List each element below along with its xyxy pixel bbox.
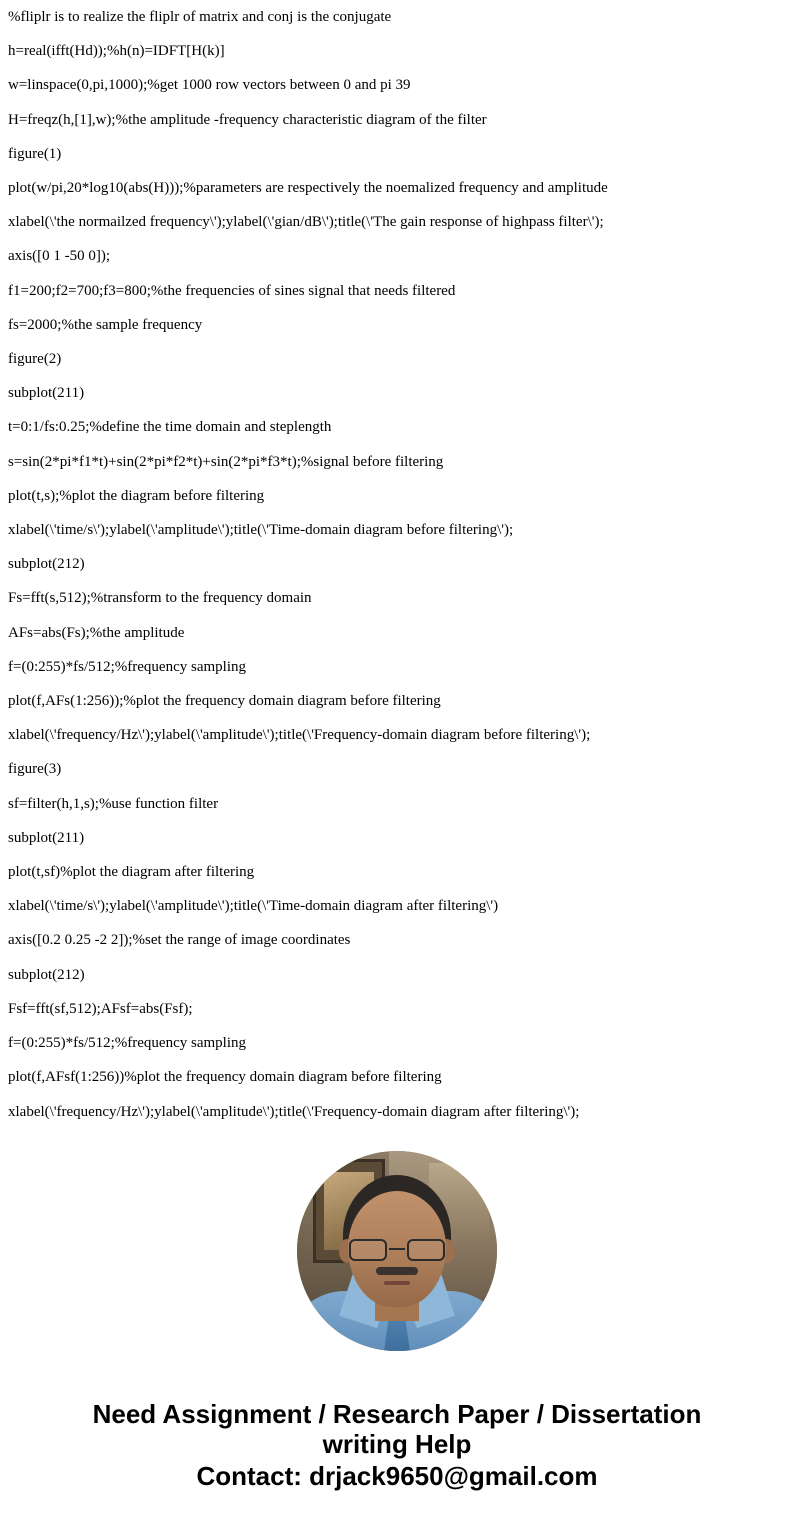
code-line: sf=filter(h,1,s);%use function filter	[8, 795, 219, 812]
code-line: xlabel(\'frequency/Hz\');ylabel(\'amplitude\');title(\'Frequency-domain diagram after filtering\');	[8, 1103, 580, 1120]
code-line: xlabel(\'time/s\');ylabel(\'amplitude\');title(\'Time-domain diagram before filtering\');	[8, 522, 514, 539]
code-line: figure(1)	[8, 145, 62, 162]
code-line: Fs=fft(s,512);%transform to the frequency domain	[8, 590, 312, 607]
code-line: fs=2000;%the sample frequency	[8, 316, 203, 333]
lens-right	[407, 1239, 445, 1261]
cta-line-2: writing Help	[322, 1428, 472, 1459]
code-line: f=(0:255)*fs/512;%frequency sampling	[8, 1035, 246, 1052]
cta-heading	[8, 1399, 786, 1459]
contact-line: Contact: drjack9650@gmail.com	[196, 1460, 598, 1491]
code-line: f1=200;f2=700;f3=800;%the frequencies of sines signal that needs filtered	[8, 282, 456, 299]
code-line: figure(3)	[8, 761, 62, 778]
code-line: s=sin(2*pi*f1*t)+sin(2*pi*f2*t)+sin(2*pi*f3*t);%signal before filtering	[8, 453, 444, 470]
code-line: plot(w/pi,20*log10(abs(H)));%parameters are respectively the noemalized frequency and amplitude	[8, 180, 608, 197]
code-line: %fliplr is to realize the fliplr of matrix and conj is the conjugate	[8, 9, 392, 25]
code-line: xlabel(\'time/s\');ylabel(\'amplitude\');title(\'Time-domain diagram after filtering\')	[8, 898, 499, 915]
code-line: f=(0:255)*fs/512;%frequency sampling	[8, 658, 246, 675]
cta-line-1: Need Assignment / Research Paper / Dissertation	[92, 1398, 702, 1429]
code-line: subplot(212)	[8, 556, 85, 573]
code-line: subplot(212)	[8, 966, 85, 983]
glasses-icon	[345, 1239, 449, 1261]
code-line: figure(2)	[8, 351, 62, 368]
mustache	[376, 1267, 418, 1275]
code-listing	[8, 0, 786, 1129]
code-line: Fsf=fft(sf,512);AFsf=abs(Fsf);	[8, 1000, 193, 1017]
code-line: plot(f,AFsf(1:256))%plot the frequency domain diagram before filtering	[8, 1069, 442, 1086]
code-line: plot(f,AFs(1:256));%plot the frequency domain diagram before filtering	[8, 693, 441, 710]
code-line: AFs=abs(Fs);%the amplitude	[8, 624, 185, 641]
code-line: xlabel(\'the normailzed frequency\');ylabel(\'gian/dB\');title(\'The gain response of highpass filter\');	[8, 214, 604, 231]
code-line: w=linspace(0,pi,1000);%get 1000 row vectors between 0 and pi 39	[8, 77, 411, 94]
code-line: axis([0 1 -50 0]);	[8, 248, 111, 265]
code-line: subplot(211)	[8, 829, 85, 846]
code-line: xlabel(\'frequency/Hz\');ylabel(\'amplitude\');title(\'Frequency-domain diagram before filtering\');	[8, 727, 591, 744]
code-line: plot(t,sf)%plot the diagram after filtering	[8, 864, 255, 881]
code-line: plot(t,s);%plot the diagram before filtering	[8, 487, 265, 504]
code-line: H=freqz(h,[1],w);%the amplitude -frequency characteristic diagram of the filter	[8, 111, 487, 128]
glasses-bridge	[389, 1248, 405, 1250]
code-line: t=0:1/fs:0.25;%define the time domain and steplength	[8, 419, 332, 436]
lens-left	[349, 1239, 387, 1261]
code-line: h=real(ifft(Hd));%h(n)=IDFT[H(k)]	[8, 43, 225, 60]
avatar	[297, 1151, 497, 1351]
code-line: subplot(211)	[8, 385, 85, 402]
mouth	[384, 1281, 410, 1285]
avatar-container	[8, 1151, 786, 1351]
code-line: axis([0.2 0.25 -2 2]);%set the range of image coordinates	[8, 932, 351, 949]
